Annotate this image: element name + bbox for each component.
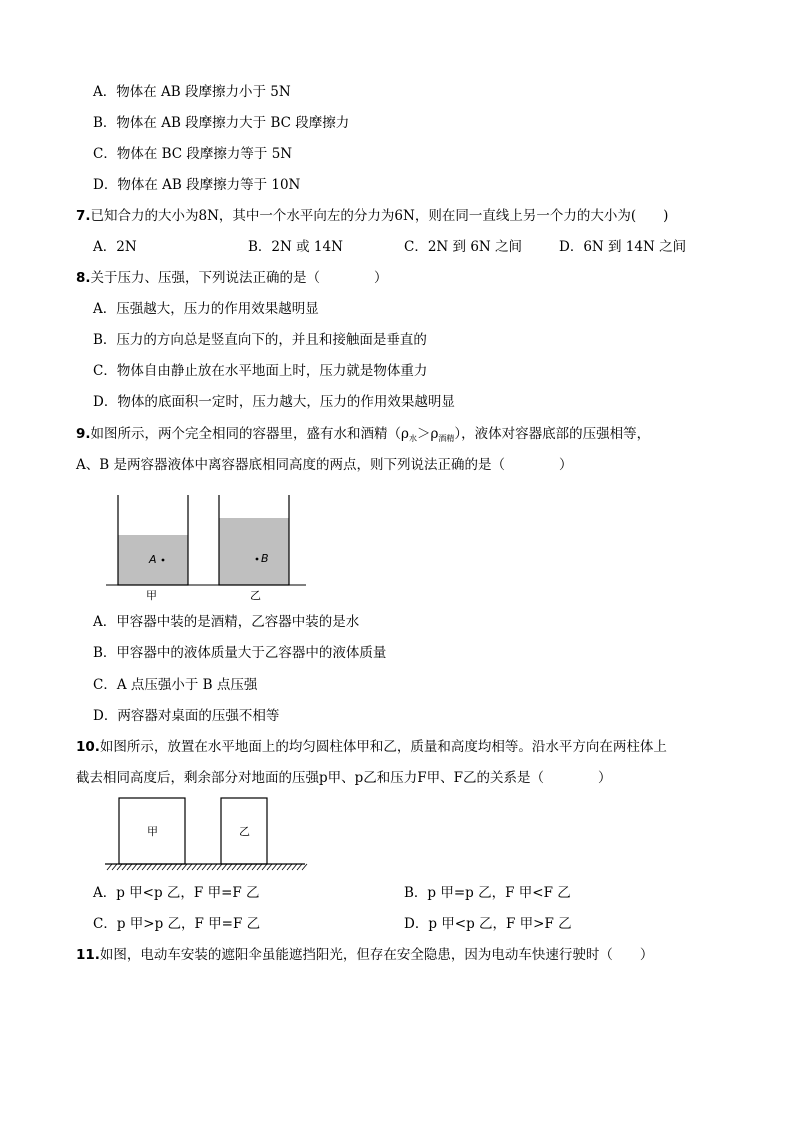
q9-point-a-label: A [149, 553, 157, 566]
hatch-stroke [242, 864, 247, 870]
q8-option-c: C．物体自由静止放在水平地面上时，压力就是物体重力 [93, 363, 428, 379]
hatch-stroke [117, 864, 122, 870]
q9-stem-line2: A、B 是两容器液体中离容器底相同高度的两点，则下列说法正确的是（ ） [76, 457, 573, 473]
q9-text-gt: ＞ρ [416, 426, 439, 442]
q10-stem-line1 [76, 738, 667, 756]
hatch-stroke [147, 864, 152, 870]
hatch-stroke [252, 864, 257, 870]
hatch-stroke [217, 864, 222, 870]
hatch-stroke [167, 864, 172, 870]
q7-option-a: A．2N [93, 239, 137, 255]
q10-text: 如图所示，放置在水平地面上的均匀圆柱体甲和乙，质量和高度均相等。沿水平方向在两柱体上 [99, 739, 667, 755]
hatch-stroke [182, 864, 187, 870]
hatch-stroke [202, 864, 207, 870]
q9-option-c: C．A 点压强小于 B 点压强 [93, 677, 258, 693]
q10-option-c: C．p 甲>p 乙，F 甲=F 乙 [93, 916, 261, 932]
hatch-stroke [137, 864, 142, 870]
q10-ground-hatch [107, 864, 307, 870]
hatch-stroke [112, 864, 117, 870]
q9-number: 9. [76, 426, 91, 442]
q7-option-b: B．2N 或 14N [248, 239, 343, 255]
q7-stem [76, 207, 668, 225]
q8-stem [76, 269, 388, 287]
q9-caption-left: 甲 [146, 589, 157, 602]
hatch-stroke [127, 864, 132, 870]
hatch-stroke [297, 864, 302, 870]
hatch-stroke [207, 864, 212, 870]
q9-sub-water: 水 [408, 434, 417, 443]
q9-caption-right: 乙 [250, 589, 261, 602]
hatch-stroke [262, 864, 267, 870]
q9-text-a: 如图所示，两个完全相同的容器里，盛有水和酒精（ρ [90, 426, 409, 442]
hatch-stroke [172, 864, 177, 870]
hatch-stroke [277, 864, 282, 870]
q11-stem [76, 946, 653, 964]
q6-option-a: A．物体在 AB 段摩擦力小于 5N [93, 84, 291, 100]
hatch-stroke [197, 864, 202, 870]
hatch-stroke [107, 864, 112, 870]
q9-point-a [162, 559, 165, 562]
q7-option-d: D．6N 到 14N 之间 [559, 239, 687, 255]
q7-number: 7. [76, 208, 91, 224]
hatch-stroke [157, 864, 162, 870]
hatch-stroke [152, 864, 157, 870]
q10-option-a: A．p 甲<p 乙，F 甲=F 乙 [93, 885, 260, 901]
q9-liquid-right [219, 518, 289, 585]
q9-point-b-label: B [261, 552, 269, 565]
q6-option-d: D．物体在 AB 段摩擦力等于 10N [93, 177, 301, 193]
q10-number: 10. [76, 739, 100, 755]
hatch-stroke [237, 864, 242, 870]
q7-text: 已知合力的大小为8N，其中一个水平向左的分力为6N，则在同一直线上另一个力的大小为( ) [90, 208, 669, 224]
q9-option-d: D．两容器对桌面的压强不相等 [93, 708, 280, 724]
q9-sub-alcohol: 酒精 [438, 434, 455, 443]
hatch-stroke [132, 864, 137, 870]
q9-figure [106, 485, 306, 605]
hatch-stroke [122, 864, 127, 870]
hatch-stroke [292, 864, 297, 870]
q8-number: 8. [76, 270, 91, 286]
q7-option-c: C．2N 到 6N 之间 [404, 239, 523, 255]
hatch-stroke [222, 864, 227, 870]
hatch-stroke [302, 864, 307, 870]
q9-option-b: B．甲容器中的液体质量大于乙容器中的液体质量 [93, 645, 387, 661]
q9-option-a: A．甲容器中装的是酒精，乙容器中装的是水 [93, 614, 360, 630]
q8-option-d: D．物体的底面积一定时，压力越大，压力的作用效果越明显 [93, 394, 455, 410]
q10-option-b: B．p 甲=p 乙，F 甲<F 乙 [404, 885, 571, 901]
q11-text: 如图，电动车安装的遮阳伞虽能遮挡阳光，但存在安全隐患，因为电动车快速行驶时（ ） [99, 947, 654, 963]
q11-number: 11. [76, 947, 100, 963]
hatch-stroke [267, 864, 272, 870]
hatch-stroke [272, 864, 277, 870]
q10-label-jia: 甲 [147, 825, 158, 838]
hatch-stroke [142, 864, 147, 870]
q9-stem [76, 425, 650, 448]
hatch-stroke [187, 864, 192, 870]
hatch-stroke [287, 864, 292, 870]
hatch-stroke [227, 864, 232, 870]
q6-option-c: C．物体在 BC 段摩擦力等于 5N [93, 146, 293, 162]
q8-option-b: B．压力的方向总是竖直向下的，并且和接触面是垂直的 [93, 332, 427, 348]
q6-option-b: B．物体在 AB 段摩擦力大于 BC 段摩擦力 [93, 115, 350, 131]
q10-label-yi: 乙 [239, 825, 250, 838]
hatch-stroke [247, 864, 252, 870]
q9-text-b: ），液体对容器底部的压强相等， [454, 426, 651, 442]
q10-figure [100, 795, 310, 875]
q9-point-b [256, 558, 259, 561]
q8-option-a: A．压强越大，压力的作用效果越明显 [93, 301, 319, 317]
q10-stem-line2: 截去相同高度后，剩余部分对地面的压强p甲、p乙和压力F甲、F乙的关系是（ ） [76, 770, 612, 786]
hatch-stroke [177, 864, 182, 870]
hatch-stroke [232, 864, 237, 870]
hatch-stroke [212, 864, 217, 870]
q8-text: 关于压力、压强，下列说法正确的是（ ） [90, 270, 388, 286]
q10-option-d: D．p 甲<p 乙，F 甲>F 乙 [404, 916, 572, 932]
hatch-stroke [162, 864, 167, 870]
hatch-stroke [257, 864, 262, 870]
hatch-stroke [192, 864, 197, 870]
hatch-stroke [282, 864, 287, 870]
